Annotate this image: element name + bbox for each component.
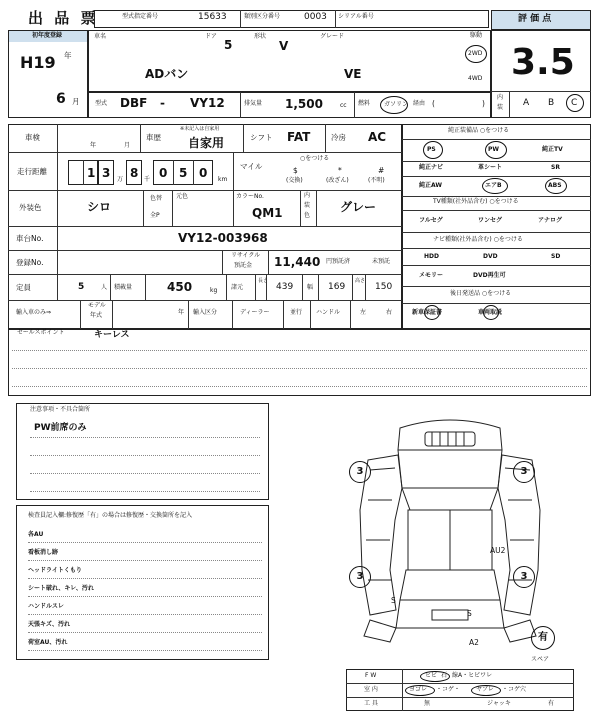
capacity-unit: 人 bbox=[101, 284, 108, 291]
recycle-label-1: リサイクル bbox=[231, 252, 261, 259]
cool-label: 冷房 bbox=[331, 133, 346, 142]
tv-fullseg: フルセグ bbox=[419, 217, 443, 224]
vehicle-box bbox=[88, 30, 491, 92]
first-reg-month: 6 bbox=[56, 91, 66, 107]
mileage-d1: 1 bbox=[87, 166, 96, 180]
shift-value: FAT bbox=[287, 130, 311, 144]
mark-au2: AU2 bbox=[490, 546, 506, 555]
displacement-unit: cc bbox=[340, 102, 347, 109]
first-reg-label: 初年度登録 bbox=[32, 32, 63, 39]
length-label: 長さ bbox=[258, 278, 269, 284]
mileage-opt-2: * bbox=[338, 166, 342, 175]
usage-label: 車歴 bbox=[146, 133, 161, 142]
fuel-label: 燃料 bbox=[358, 100, 371, 107]
legend-fw-2: 石 bbox=[441, 672, 448, 679]
tv-title: TV種類(社外品含む) ○をつける bbox=[433, 198, 519, 205]
mileage-opt-3b: (不明) bbox=[368, 177, 385, 184]
vehicle-name-label: 車名 bbox=[94, 33, 107, 40]
inspection-month-unit: 月 bbox=[124, 142, 131, 149]
registration-label: 登録No. bbox=[16, 258, 44, 267]
circle-note: ○をつける bbox=[300, 155, 330, 162]
recycle-suffix: 円預託済 bbox=[326, 258, 351, 265]
inspector-line-7: 荷室AU、汚れ bbox=[28, 639, 68, 646]
model-value: VY12 bbox=[190, 96, 225, 110]
legend-fw-1: ヒビ bbox=[425, 672, 438, 679]
import-year-unit: 年 bbox=[178, 309, 185, 316]
navi-dvd-play: DVD再生可 bbox=[473, 272, 506, 279]
type-no-label: 型式指定番号 bbox=[122, 13, 159, 20]
inspector-label: 検査員記入欄:修復歴「有」の場合は修復歴・交換箇所を記入 bbox=[28, 512, 193, 519]
inspector-box bbox=[16, 505, 269, 660]
navi-memory: メモリー bbox=[419, 272, 444, 279]
equipment-title: 純正装備品 ○をつける bbox=[448, 127, 510, 134]
tire-front-left: 3 bbox=[349, 461, 371, 483]
usage-value: 自家用 bbox=[188, 136, 225, 150]
tire-rear-right: 3 bbox=[513, 566, 535, 588]
car-diagram bbox=[340, 410, 560, 650]
inspector-line-6: 天張キズ、汚れ bbox=[28, 621, 71, 628]
equip-tv: 純正TV bbox=[542, 146, 563, 153]
type-no: 15633 bbox=[198, 12, 227, 22]
mileage-opt-1b: (交換) bbox=[286, 177, 303, 184]
legend-interior-label: 室 内 bbox=[364, 686, 378, 693]
mileage-d5: 5 bbox=[179, 166, 188, 180]
route-open: ( bbox=[432, 99, 435, 108]
mileage-man: 万 bbox=[117, 176, 124, 183]
drive-4wd: 4WD bbox=[468, 75, 483, 82]
inspector-line-1: 各AU bbox=[28, 531, 44, 538]
dim-label: 諸元 bbox=[231, 284, 244, 291]
capacity-label: 定員 bbox=[16, 283, 31, 292]
mile-label: マイル bbox=[240, 162, 263, 171]
inspection-label: 車検 bbox=[25, 133, 40, 142]
shift-label: シフト bbox=[250, 133, 273, 142]
import-class-label: 輸入区分 bbox=[193, 309, 218, 316]
chassis-value: VY12-003968 bbox=[178, 231, 268, 245]
notes-box bbox=[16, 403, 269, 500]
legend-int-1: ヨゴレ bbox=[409, 686, 428, 693]
model-year-label-2: 年式 bbox=[90, 312, 103, 319]
notes-content: PW前席のみ bbox=[34, 423, 87, 433]
mileage-opt-3: # bbox=[378, 166, 385, 175]
ext-color-value: シロ bbox=[87, 200, 112, 214]
sales-label: セールスポイント bbox=[17, 329, 65, 336]
chassis-label: 車台No. bbox=[16, 234, 44, 243]
spare-label: スペア bbox=[531, 656, 550, 663]
drive-2wd: 2WD bbox=[468, 50, 483, 57]
legend-tool-1: 無 bbox=[424, 700, 431, 707]
sales-point: キーレス bbox=[94, 330, 130, 340]
model-prefix: DBF bbox=[120, 96, 148, 110]
capacity-value: 5 bbox=[78, 282, 85, 292]
legend-int-4: ・コゲ穴 bbox=[502, 686, 527, 693]
interior-grade-b: B bbox=[548, 98, 555, 108]
load-value: 450 bbox=[167, 280, 193, 294]
shape-label: 形状 bbox=[254, 33, 267, 40]
recycle-value: 11,440 bbox=[274, 255, 321, 269]
notes-label: 注意事項・不具合箇所 bbox=[30, 406, 91, 413]
int-color-label-1: 内 bbox=[304, 192, 311, 199]
legend-fw-3: 線A・ヒビワレ bbox=[452, 672, 493, 679]
handle-label: ハンドル bbox=[316, 309, 341, 316]
tv-analog: アナログ bbox=[538, 217, 563, 224]
legend-fw-label: F W bbox=[365, 672, 377, 679]
length-value: 439 bbox=[276, 282, 294, 292]
width-value: 169 bbox=[328, 282, 346, 292]
int-color-label-2: 装 bbox=[304, 202, 311, 209]
model-dash: - bbox=[160, 96, 165, 110]
usage-note: ※未記入は自家用 bbox=[180, 126, 220, 132]
navi-title: ナビ種類(社外品含む) ○をつける bbox=[433, 236, 523, 243]
interior-label-2: 装 bbox=[497, 104, 504, 111]
interior-grade-a: A bbox=[523, 98, 530, 108]
fuel-value: ガソリン bbox=[384, 101, 409, 108]
mark-s-right: S bbox=[467, 609, 472, 618]
displacement-label: 排気量 bbox=[244, 100, 263, 107]
page-title: 出 品 票 bbox=[28, 9, 99, 27]
docs-manual: 車両取説 bbox=[478, 309, 503, 316]
equip-airbag: エアB bbox=[485, 182, 502, 189]
model-year-label-1: モデル bbox=[88, 302, 106, 309]
inspector-line-4: シート破れ、キレ、汚れ bbox=[28, 585, 94, 592]
interior-grade-c: C bbox=[571, 98, 578, 108]
inspector-line-2: 看板消し跡 bbox=[28, 549, 59, 556]
equip-pw: PW bbox=[488, 146, 500, 153]
legend-tool-label: 工 具 bbox=[364, 700, 378, 707]
tire-front-right: 3 bbox=[513, 461, 535, 483]
handle-right: 右 bbox=[386, 309, 393, 316]
legend-tool-2: ジャッキ bbox=[487, 700, 511, 707]
equip-sr: SR bbox=[551, 164, 560, 171]
equip-leather: 革シート bbox=[478, 164, 503, 171]
load-label: 積載量 bbox=[114, 284, 133, 291]
model-label: 型式 bbox=[95, 100, 108, 107]
serial-label: シリアル番号 bbox=[338, 13, 374, 20]
equip-abs: ABS bbox=[548, 182, 562, 189]
import-class-parallel: 並行 bbox=[290, 309, 303, 316]
mileage-d3: 8 bbox=[130, 166, 139, 180]
navi-sd: SD bbox=[551, 253, 561, 260]
height-label: 高さ bbox=[355, 278, 366, 284]
tire-rear-left: 3 bbox=[349, 566, 371, 588]
import-class-dealer: ディーラー bbox=[240, 309, 270, 316]
load-unit: kg bbox=[210, 287, 218, 294]
shape-value: V bbox=[279, 39, 289, 53]
vehicle-name: ADバン bbox=[145, 67, 189, 81]
door-label: ドア bbox=[205, 33, 217, 40]
mileage-sen: 千 bbox=[144, 176, 151, 183]
class-no: 0003 bbox=[304, 12, 327, 22]
inspector-line-5: ハンドルスレ bbox=[28, 603, 64, 610]
route-label: 経由 bbox=[413, 100, 426, 107]
navi-hdd: HDD bbox=[424, 253, 439, 260]
width-label: 幅 bbox=[307, 284, 314, 291]
inspector-line-3: ヘッドライトくもり bbox=[28, 567, 82, 574]
navi-dvd: DVD bbox=[483, 253, 498, 260]
interior-label-1: 内 bbox=[497, 94, 504, 101]
equip-navi: 純正ナビ bbox=[419, 164, 444, 171]
first-reg-month-unit: 月 bbox=[72, 97, 80, 106]
class-no-label: 類別区分番号 bbox=[244, 13, 281, 20]
score-label: 評 価 点 bbox=[518, 14, 552, 24]
color-change-label: 色替 bbox=[150, 195, 163, 202]
first-reg-era: H19 bbox=[20, 53, 56, 72]
door-value: 5 bbox=[224, 38, 233, 52]
inspection-year-unit: 年 bbox=[90, 142, 97, 149]
legend-int-3: ヤブレ bbox=[476, 686, 494, 693]
color-no-value: QM1 bbox=[252, 206, 283, 220]
mileage-d6: 0 bbox=[199, 166, 208, 180]
drive-label: 駆動 bbox=[470, 32, 483, 39]
mileage-opt-1: $ bbox=[293, 166, 298, 175]
mark-s-left: S bbox=[391, 596, 396, 605]
mileage-km: km bbox=[218, 176, 228, 183]
mileage-opt-2b: (改ざん) bbox=[326, 177, 349, 184]
docs-title: 後日発送品 ○をつける bbox=[450, 290, 512, 297]
score-value: 3.5 bbox=[511, 42, 575, 83]
mileage-d2: 3 bbox=[102, 166, 111, 180]
orig-color-label: 元色 bbox=[176, 193, 189, 200]
mileage-d4: 0 bbox=[159, 166, 168, 180]
color-all-label: 全P bbox=[150, 212, 160, 219]
docs-warranty: 新車保証書 bbox=[412, 309, 443, 316]
recycle-label-2: 預託金 bbox=[234, 262, 253, 269]
route-close: ) bbox=[482, 99, 485, 108]
equip-ps: PS bbox=[427, 146, 436, 153]
legend-tool-3: 有 bbox=[548, 700, 555, 707]
recycle-alt: 未預託 bbox=[372, 258, 391, 265]
legend-int-2: ・コゲ・ bbox=[436, 686, 461, 693]
ext-color-label: 外装色 bbox=[19, 203, 42, 212]
cool-value: AC bbox=[368, 130, 387, 144]
int-color-value: グレー bbox=[340, 200, 377, 214]
tv-oneseg: ワンセグ bbox=[478, 217, 503, 224]
import-only-label: 輸入車のみ⇒ bbox=[16, 309, 52, 316]
first-reg-year-unit: 年 bbox=[64, 51, 72, 60]
equip-aw: 純正AW bbox=[419, 182, 442, 189]
spare-value: 有 bbox=[531, 626, 555, 650]
grade-value: VE bbox=[344, 67, 362, 81]
int-color-label-3: 色 bbox=[304, 212, 311, 219]
mark-a2: A2 bbox=[469, 638, 479, 647]
handle-left: 左 bbox=[360, 309, 367, 316]
displacement-value: 1,500 bbox=[285, 97, 323, 111]
height-value: 150 bbox=[375, 282, 393, 292]
grade-label: グレード bbox=[320, 33, 345, 40]
mileage-label: 走行距離 bbox=[17, 167, 47, 176]
color-no-label: カラーNo. bbox=[236, 193, 264, 200]
